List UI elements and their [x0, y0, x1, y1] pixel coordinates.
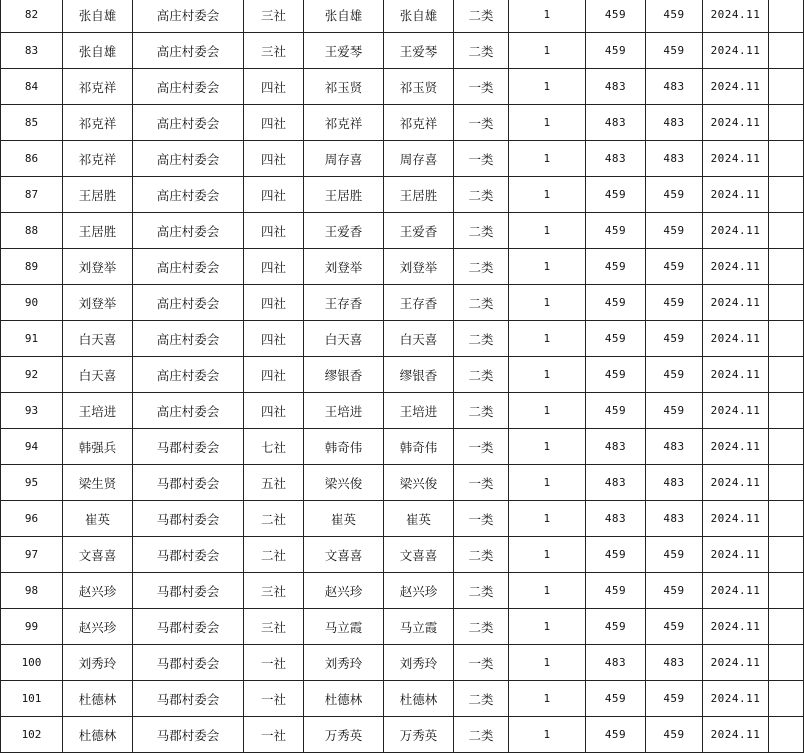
cell-category: 一类 — [454, 501, 509, 537]
cell-village-committee: 高庄村委会 — [133, 141, 244, 177]
table-row — [1, 357, 804, 393]
cell-standard-amount: 459 — [586, 393, 646, 429]
cell-recipient-name: 王居胜 — [384, 177, 454, 213]
table-row — [1, 141, 804, 177]
cell-recipient-name: 赵兴珍 — [384, 573, 454, 609]
cell-seq: 92 — [1, 357, 63, 393]
cell-category: 二类 — [454, 393, 509, 429]
cell-remark — [769, 645, 804, 681]
cell-seq: 93 — [1, 393, 63, 429]
table-row — [1, 537, 804, 573]
cell-village-committee: 高庄村委会 — [133, 357, 244, 393]
cell-recipient-name: 王存香 — [384, 285, 454, 321]
cell-month: 2024.11 — [703, 357, 769, 393]
table-row — [1, 285, 804, 321]
cell-issued-amount: 459 — [646, 573, 703, 609]
cell-month: 2024.11 — [703, 537, 769, 573]
cell-member-name: 赵兴珍 — [304, 573, 384, 609]
cell-category: 二类 — [454, 177, 509, 213]
cell-category: 二类 — [454, 537, 509, 573]
cell-recipient-name: 缪银香 — [384, 357, 454, 393]
cell-group: 四社 — [244, 249, 304, 285]
cell-issued-amount: 483 — [646, 501, 703, 537]
cell-standard-amount: 459 — [586, 573, 646, 609]
cell-seq: 90 — [1, 285, 63, 321]
cell-member-name: 刘登举 — [304, 249, 384, 285]
cell-count: 1 — [509, 393, 586, 429]
cell-category: 二类 — [454, 717, 509, 753]
cell-count: 1 — [509, 213, 586, 249]
cell-count: 1 — [509, 501, 586, 537]
table-row — [1, 609, 804, 645]
cell-issued-amount: 459 — [646, 321, 703, 357]
cell-recipient-name: 王爱琴 — [384, 33, 454, 69]
cell-issued-amount: 483 — [646, 141, 703, 177]
cell-month: 2024.11 — [703, 321, 769, 357]
cell-group: 五社 — [244, 465, 304, 501]
cell-month: 2024.11 — [703, 573, 769, 609]
cell-standard-amount: 483 — [586, 465, 646, 501]
cell-remark — [769, 321, 804, 357]
cell-member-name: 崔英 — [304, 501, 384, 537]
cell-count: 1 — [509, 681, 586, 717]
cell-village-committee: 高庄村委会 — [133, 249, 244, 285]
cell-seq: 87 — [1, 177, 63, 213]
table-row — [1, 177, 804, 213]
cell-recipient-name: 马立霞 — [384, 609, 454, 645]
cell-member-name: 韩奇伟 — [304, 429, 384, 465]
cell-issued-amount: 459 — [646, 609, 703, 645]
cell-village-committee: 马郡村委会 — [133, 501, 244, 537]
cell-seq: 86 — [1, 141, 63, 177]
cell-member-name: 周存喜 — [304, 141, 384, 177]
cell-member-name: 万秀英 — [304, 717, 384, 753]
cell-count: 1 — [509, 321, 586, 357]
cell-standard-amount: 459 — [586, 213, 646, 249]
cell-group: 四社 — [244, 357, 304, 393]
cell-month: 2024.11 — [703, 69, 769, 105]
cell-recipient-name: 杜德林 — [384, 681, 454, 717]
cell-recipient-name: 祁玉贤 — [384, 69, 454, 105]
cell-household-head: 张自雄 — [63, 33, 133, 69]
cell-issued-amount: 459 — [646, 393, 703, 429]
table-row — [1, 645, 804, 681]
cell-remark — [769, 717, 804, 753]
cell-issued-amount: 459 — [646, 177, 703, 213]
cell-household-head: 白天喜 — [63, 357, 133, 393]
cell-issued-amount: 459 — [646, 681, 703, 717]
cell-group: 三社 — [244, 609, 304, 645]
cell-village-committee: 高庄村委会 — [133, 393, 244, 429]
cell-seq: 89 — [1, 249, 63, 285]
cell-issued-amount: 459 — [646, 249, 703, 285]
cell-count: 1 — [509, 33, 586, 69]
cell-seq: 99 — [1, 609, 63, 645]
cell-recipient-name: 王培进 — [384, 393, 454, 429]
cell-count: 1 — [509, 645, 586, 681]
cell-standard-amount: 483 — [586, 645, 646, 681]
cell-count: 1 — [509, 249, 586, 285]
cell-category: 一类 — [454, 465, 509, 501]
cell-member-name: 刘秀玲 — [304, 645, 384, 681]
cell-remark — [769, 573, 804, 609]
cell-category: 二类 — [454, 357, 509, 393]
cell-village-committee: 马郡村委会 — [133, 681, 244, 717]
table-row — [1, 0, 804, 33]
cell-group: 四社 — [244, 213, 304, 249]
cell-village-committee: 马郡村委会 — [133, 465, 244, 501]
cell-category: 一类 — [454, 645, 509, 681]
cell-issued-amount: 483 — [646, 645, 703, 681]
table-row — [1, 573, 804, 609]
cell-category: 一类 — [454, 105, 509, 141]
cell-group: 一社 — [244, 717, 304, 753]
cell-group: 二社 — [244, 501, 304, 537]
cell-category: 二类 — [454, 609, 509, 645]
cell-month: 2024.11 — [703, 465, 769, 501]
cell-month: 2024.11 — [703, 213, 769, 249]
cell-month: 2024.11 — [703, 33, 769, 69]
cell-recipient-name: 刘秀玲 — [384, 645, 454, 681]
cell-month: 2024.11 — [703, 645, 769, 681]
cell-issued-amount: 483 — [646, 69, 703, 105]
cell-household-head: 刘登举 — [63, 249, 133, 285]
cell-seq: 94 — [1, 429, 63, 465]
cell-remark — [769, 285, 804, 321]
table-body — [1, 0, 804, 753]
cell-month: 2024.11 — [703, 177, 769, 213]
cell-recipient-name: 王爱香 — [384, 213, 454, 249]
cell-household-head: 杜德林 — [63, 681, 133, 717]
cell-month: 2024.11 — [703, 393, 769, 429]
table-row — [1, 105, 804, 141]
cell-count: 1 — [509, 609, 586, 645]
table-row — [1, 681, 804, 717]
cell-member-name: 王爱琴 — [304, 33, 384, 69]
cell-standard-amount: 483 — [586, 105, 646, 141]
cell-group: 四社 — [244, 321, 304, 357]
cell-count: 1 — [509, 537, 586, 573]
cell-month: 2024.11 — [703, 249, 769, 285]
cell-recipient-name: 祁克祥 — [384, 105, 454, 141]
cell-recipient-name: 文喜喜 — [384, 537, 454, 573]
cell-member-name: 白天喜 — [304, 321, 384, 357]
cell-seq: 82 — [1, 0, 63, 33]
cell-remark — [769, 33, 804, 69]
cell-month: 2024.11 — [703, 717, 769, 753]
cell-month: 2024.11 — [703, 285, 769, 321]
cell-member-name: 祁克祥 — [304, 105, 384, 141]
cell-remark — [769, 105, 804, 141]
cell-household-head: 赵兴珍 — [63, 573, 133, 609]
cell-count: 1 — [509, 357, 586, 393]
cell-category: 二类 — [454, 573, 509, 609]
cell-month: 2024.11 — [703, 0, 769, 33]
cell-remark — [769, 0, 804, 33]
cell-household-head: 杜德林 — [63, 717, 133, 753]
cell-household-head: 王培进 — [63, 393, 133, 429]
cell-issued-amount: 483 — [646, 429, 703, 465]
cell-count: 1 — [509, 141, 586, 177]
cell-member-name: 梁兴俊 — [304, 465, 384, 501]
cell-seq: 100 — [1, 645, 63, 681]
table-row — [1, 501, 804, 537]
table-row — [1, 249, 804, 285]
cell-seq: 83 — [1, 33, 63, 69]
cell-group: 四社 — [244, 177, 304, 213]
cell-standard-amount: 483 — [586, 501, 646, 537]
cell-village-committee: 高庄村委会 — [133, 105, 244, 141]
cell-household-head: 刘登举 — [63, 285, 133, 321]
cell-group: 七社 — [244, 429, 304, 465]
cell-village-committee: 马郡村委会 — [133, 429, 244, 465]
cell-village-committee: 马郡村委会 — [133, 573, 244, 609]
cell-remark — [769, 393, 804, 429]
cell-standard-amount: 459 — [586, 249, 646, 285]
cell-village-committee: 马郡村委会 — [133, 609, 244, 645]
cell-village-committee: 高庄村委会 — [133, 213, 244, 249]
cell-household-head: 韩强兵 — [63, 429, 133, 465]
cell-month: 2024.11 — [703, 609, 769, 645]
cell-remark — [769, 609, 804, 645]
cell-seq: 102 — [1, 717, 63, 753]
cell-recipient-name: 张自雄 — [384, 0, 454, 33]
table-row — [1, 717, 804, 753]
cell-month: 2024.11 — [703, 681, 769, 717]
cell-count: 1 — [509, 465, 586, 501]
table-row — [1, 33, 804, 69]
cell-issued-amount: 483 — [646, 105, 703, 141]
cell-seq: 98 — [1, 573, 63, 609]
cell-month: 2024.11 — [703, 429, 769, 465]
cell-member-name: 祁玉贤 — [304, 69, 384, 105]
cell-standard-amount: 459 — [586, 321, 646, 357]
cell-village-committee: 马郡村委会 — [133, 717, 244, 753]
cell-remark — [769, 681, 804, 717]
cell-issued-amount: 459 — [646, 33, 703, 69]
cell-seq: 84 — [1, 69, 63, 105]
cell-seq: 96 — [1, 501, 63, 537]
cell-standard-amount: 483 — [586, 69, 646, 105]
cell-group: 二社 — [244, 537, 304, 573]
cell-member-name: 文喜喜 — [304, 537, 384, 573]
cell-category: 二类 — [454, 33, 509, 69]
table-row — [1, 465, 804, 501]
cell-standard-amount: 459 — [586, 357, 646, 393]
cell-village-committee: 马郡村委会 — [133, 537, 244, 573]
cell-village-committee: 高庄村委会 — [133, 69, 244, 105]
cell-group: 四社 — [244, 105, 304, 141]
cell-issued-amount: 459 — [646, 537, 703, 573]
cell-recipient-name: 梁兴俊 — [384, 465, 454, 501]
cell-standard-amount: 459 — [586, 681, 646, 717]
cell-household-head: 张自雄 — [63, 0, 133, 33]
cell-count: 1 — [509, 285, 586, 321]
cell-member-name: 马立霞 — [304, 609, 384, 645]
cell-member-name: 王存香 — [304, 285, 384, 321]
cell-category: 二类 — [454, 249, 509, 285]
cell-seq: 101 — [1, 681, 63, 717]
table-row — [1, 321, 804, 357]
cell-member-name: 王居胜 — [304, 177, 384, 213]
cell-issued-amount: 459 — [646, 285, 703, 321]
cell-standard-amount: 459 — [586, 177, 646, 213]
cell-household-head: 祁克祥 — [63, 69, 133, 105]
cell-village-committee: 马郡村委会 — [133, 645, 244, 681]
cell-recipient-name: 白天喜 — [384, 321, 454, 357]
cell-count: 1 — [509, 69, 586, 105]
cell-group: 四社 — [244, 393, 304, 429]
cell-standard-amount: 459 — [586, 537, 646, 573]
cell-member-name: 杜德林 — [304, 681, 384, 717]
cell-group: 三社 — [244, 33, 304, 69]
cell-count: 1 — [509, 573, 586, 609]
cell-village-committee: 高庄村委会 — [133, 285, 244, 321]
cell-remark — [769, 69, 804, 105]
cell-category: 二类 — [454, 321, 509, 357]
cell-remark — [769, 429, 804, 465]
cell-member-name: 张自雄 — [304, 0, 384, 33]
cell-household-head: 王居胜 — [63, 213, 133, 249]
cell-standard-amount: 483 — [586, 141, 646, 177]
cell-group: 四社 — [244, 285, 304, 321]
cell-count: 1 — [509, 717, 586, 753]
cell-month: 2024.11 — [703, 105, 769, 141]
cell-issued-amount: 459 — [646, 213, 703, 249]
cell-village-committee: 高庄村委会 — [133, 0, 244, 33]
cell-remark — [769, 357, 804, 393]
cell-remark — [769, 465, 804, 501]
cell-remark — [769, 537, 804, 573]
table-row — [1, 393, 804, 429]
cell-remark — [769, 213, 804, 249]
cell-standard-amount: 459 — [586, 717, 646, 753]
cell-household-head: 祁克祥 — [63, 105, 133, 141]
cell-village-committee: 高庄村委会 — [133, 321, 244, 357]
cell-household-head: 王居胜 — [63, 177, 133, 213]
cell-recipient-name: 万秀英 — [384, 717, 454, 753]
cell-count: 1 — [509, 429, 586, 465]
cell-member-name: 缪银香 — [304, 357, 384, 393]
cell-standard-amount: 483 — [586, 429, 646, 465]
cell-seq: 88 — [1, 213, 63, 249]
cell-seq: 85 — [1, 105, 63, 141]
cell-standard-amount: 459 — [586, 285, 646, 321]
cell-group: 三社 — [244, 0, 304, 33]
cell-village-committee: 高庄村委会 — [133, 177, 244, 213]
cell-standard-amount: 459 — [586, 0, 646, 33]
cell-remark — [769, 501, 804, 537]
cell-count: 1 — [509, 177, 586, 213]
cell-seq: 95 — [1, 465, 63, 501]
cell-seq: 97 — [1, 537, 63, 573]
cell-group: 一社 — [244, 645, 304, 681]
cell-village-committee: 高庄村委会 — [133, 33, 244, 69]
cell-month: 2024.11 — [703, 141, 769, 177]
cell-household-head: 赵兴珍 — [63, 609, 133, 645]
cell-count: 1 — [509, 0, 586, 33]
table-row — [1, 213, 804, 249]
table-row — [1, 429, 804, 465]
cell-group: 四社 — [244, 69, 304, 105]
table-row — [1, 69, 804, 105]
cell-recipient-name: 周存喜 — [384, 141, 454, 177]
cell-household-head: 崔英 — [63, 501, 133, 537]
cell-group: 一社 — [244, 681, 304, 717]
cell-standard-amount: 459 — [586, 33, 646, 69]
cell-issued-amount: 459 — [646, 717, 703, 753]
cell-seq: 91 — [1, 321, 63, 357]
cell-month: 2024.11 — [703, 501, 769, 537]
cell-household-head: 祁克祥 — [63, 141, 133, 177]
cell-household-head: 梁生贤 — [63, 465, 133, 501]
cell-household-head: 文喜喜 — [63, 537, 133, 573]
cell-household-head: 刘秀玲 — [63, 645, 133, 681]
cell-issued-amount: 459 — [646, 357, 703, 393]
cell-remark — [769, 141, 804, 177]
cell-issued-amount: 459 — [646, 0, 703, 33]
cell-household-head: 白天喜 — [63, 321, 133, 357]
cell-category: 一类 — [454, 141, 509, 177]
cell-issued-amount: 483 — [646, 465, 703, 501]
cell-category: 一类 — [454, 69, 509, 105]
cell-group: 四社 — [244, 141, 304, 177]
cell-recipient-name: 崔英 — [384, 501, 454, 537]
cell-member-name: 王爱香 — [304, 213, 384, 249]
cell-group: 三社 — [244, 573, 304, 609]
cell-category: 二类 — [454, 213, 509, 249]
cell-category: 一类 — [454, 429, 509, 465]
cell-category: 二类 — [454, 0, 509, 33]
cell-count: 1 — [509, 105, 586, 141]
cell-recipient-name: 刘登举 — [384, 249, 454, 285]
cell-remark — [769, 177, 804, 213]
cell-category: 二类 — [454, 681, 509, 717]
cell-category: 二类 — [454, 285, 509, 321]
cell-member-name: 王培进 — [304, 393, 384, 429]
cell-remark — [769, 249, 804, 285]
cell-standard-amount: 459 — [586, 609, 646, 645]
cell-recipient-name: 韩奇伟 — [384, 429, 454, 465]
